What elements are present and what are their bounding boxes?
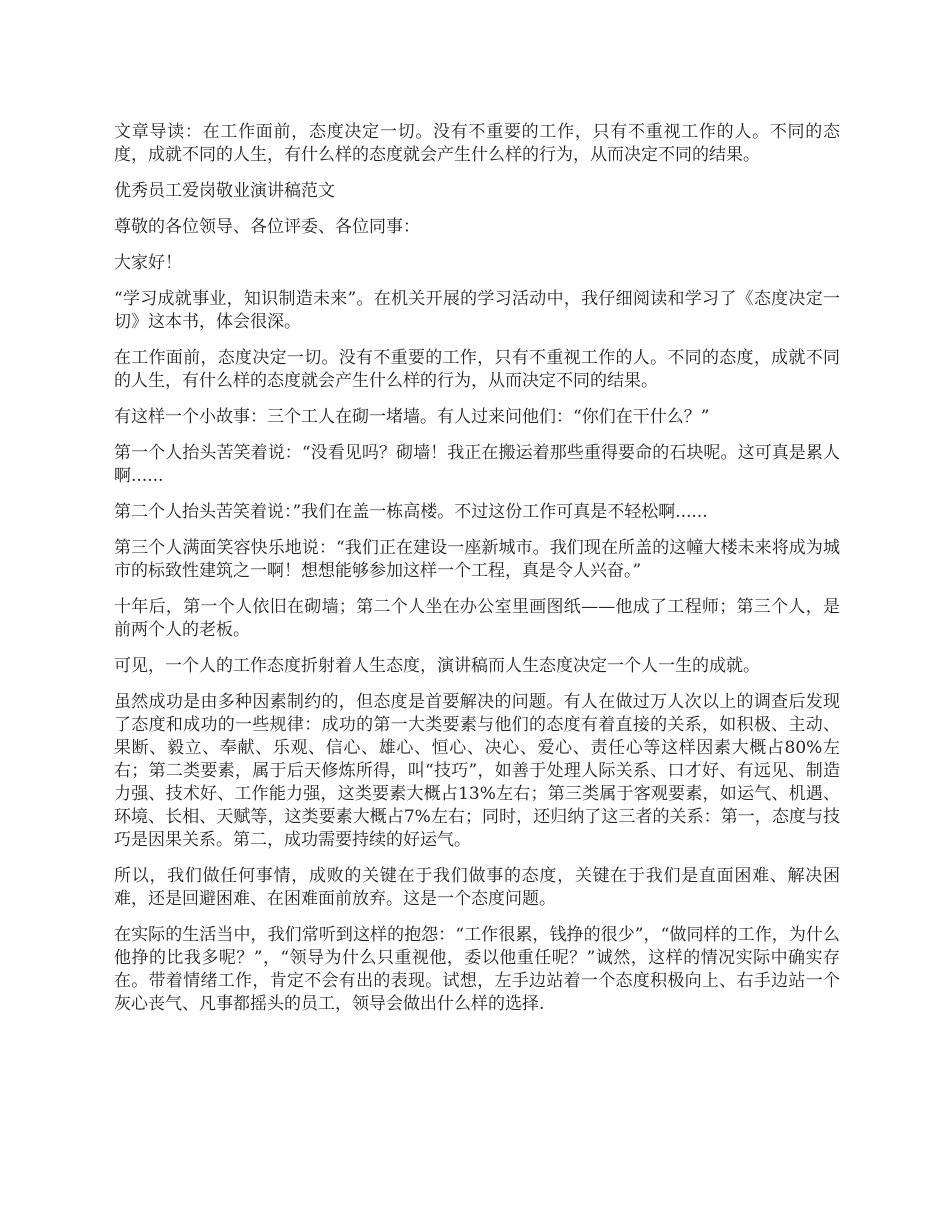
document-body xyxy=(114,121,840,1029)
article-intro: 文章导读：在工作面前，态度决定一切。没有不重要的工作，只有不重视工作的人。不同的态度，成就不同的人生，有什么样的态度就会产生什么样的行为，从而决定不同的结果。 xyxy=(114,122,840,165)
paragraph: 在实际的生活当中，我们常听到这样的抱怨：“工作很累，钱挣的很少”，“做同样的工作，为什么他挣的比我多呢？”，“领导为什么只重视他，委以他重任呢？”诚然，这样的情况实际中确实存在。带着情绪工作，肯定不会有出的表现。试想，左手边站着一个态度积极向上、右手边站一个灰心丧气、凡事都摇头的员工，领导会做出什么样的选择. xyxy=(114,925,840,1014)
paragraph: 十年后，第一个人依旧在砌墙；第二个人坐在办公室里画图纸——他成了工程师；第三个人，是前两个人的老板。 xyxy=(114,597,840,640)
paragraph: 有这样一个小故事：三个工人在砌一堵墙。有人过来问他们：“你们在干什么？” xyxy=(114,407,710,427)
document-title: 优秀员工爱岗敬业演讲稿范文 xyxy=(114,181,335,201)
paragraph: 在工作面前，态度决定一切。没有不重要的工作，只有不重视工作的人。不同的态度，成就不同的人生，有什么样的态度就会产生什么样的行为，从而决定不同的结果。 xyxy=(114,348,840,391)
paragraph: 第一个人抬头苦笑着说：“没看见吗？砌墙！我正在搬运着那些重得要命的石块呢。这可真是累人啊...... xyxy=(114,443,840,486)
paragraph: 虽然成功是由多种因素制约的，但态度是首要解决的问题。有人在做过万人次以上的调查后发现了态度和成功的一些规律：成功的第一大类要素与他们的态度有着直接的关系，如积极、主动、果断、毅立、奉献、乐观、信心、雄心、恒心、决心、爱心、责任心等这样因素大概占80%左右；第二类要素，属于后天修炼所得，叫“技巧”，如善于处理人际关系、口才好、有远见、制造力强、技术好、工作能力强，这类要素大概占13%左右；第三类属于客观要素，如运气、机遇、环境、长相、天赋等，这类要素大概占7%左右；同时，还归纳了这三者的关系：第一，态度与技巧是因果关系。第二，成功需要持续的好运气。 xyxy=(114,692,840,850)
paragraph: 第三个人满面笑容快乐地说：“我们正在建设一座新城市。我们现在所盖的这幢大楼未来将成为城市的标致性建筑之一啊！想想能够参加这样一个工程，真是令人兴奋。” xyxy=(114,538,840,581)
paragraph: 第二个人抬头苦笑着说：”我们在盖一栋高楼。不过这份工作可真是不轻松啊...... xyxy=(114,502,708,522)
paragraph: 可见，一个人的工作态度折射着人生态度，演讲稿而人生态度决定一个人一生的成就。 xyxy=(114,656,760,676)
paragraph: 所以，我们做任何事情，成败的关键在于我们做事的态度，关键在于我们是直面困难、解决困难，还是回避困难、在困难面前放弃。这是一个态度问题。 xyxy=(114,866,840,909)
paragraph: “学习成就事业，知识制造未来”。在机关开展的学习活动中，我仔细阅读和学习了《态度决定一切》这本书，体会很深。 xyxy=(114,289,840,332)
greeting: 大家好！ xyxy=(114,253,182,273)
salutation: 尊敬的各位领导、各位评委、各位同事： xyxy=(114,217,420,237)
